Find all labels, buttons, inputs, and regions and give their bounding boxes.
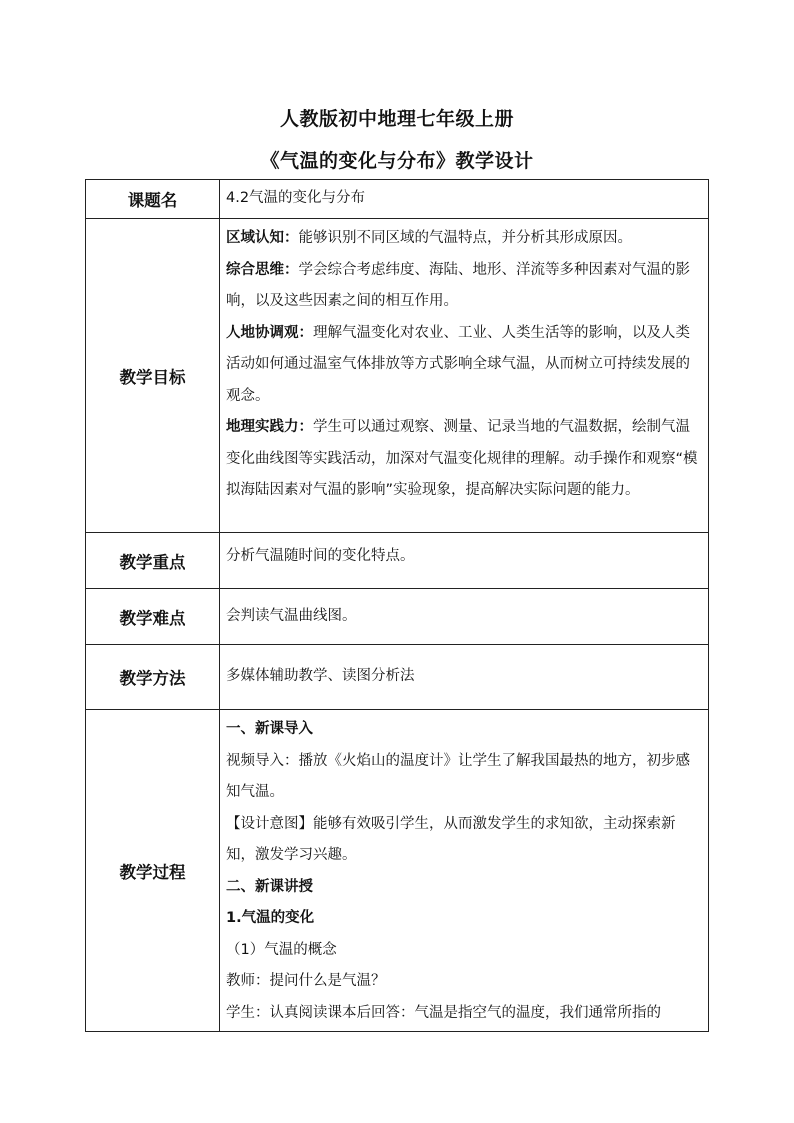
row-label-difficulty: 教学难点 <box>86 589 220 645</box>
table-row-method <box>86 645 709 710</box>
table-row-difficulty <box>86 589 709 645</box>
difficulty-value <box>220 589 709 645</box>
table-row-process <box>86 710 709 1032</box>
row-label-method: 教学方法 <box>86 645 220 710</box>
row-label-process: 教学过程 <box>86 710 220 1032</box>
section-heading: 二、新课讲授 <box>226 878 313 895</box>
table-row-topic <box>86 180 709 219</box>
goal-item <box>226 255 702 318</box>
goal-key: 区域认知： <box>226 230 299 246</box>
method-text: 多媒体辅助教学、读图分析法 <box>226 668 415 685</box>
goal-text: 学生可以通过观察、测量、记录当地的气温数据，绘制气温变化曲线图等实践活动，加深对气温变化规律的理解。动手操作和观察“模拟海陆因素对气温的影响”实验现象，提高解决实际问题的能力。 <box>226 419 698 498</box>
goal-item <box>226 318 702 413</box>
key-point-value <box>220 533 709 589</box>
goal-key: 综合思维： <box>226 261 299 278</box>
document-title: 人教版初中地理七年级上册 <box>279 108 514 130</box>
goal-item <box>226 412 702 507</box>
subsection-heading: 1.气温的变化 <box>226 910 315 926</box>
key-point-text: 分析气温随时间的变化特点。 <box>226 547 415 564</box>
process-paragraph: 学生：认真阅读课本后回答：气温是指空气的温度，我们通常所指的 <box>226 1004 661 1021</box>
topic-value <box>220 180 709 219</box>
goal-key: 人地协调观： <box>226 324 313 341</box>
document-subtitle: 《气温的变化与分布》教学设计 <box>260 150 534 172</box>
table-row-key-point <box>86 533 709 589</box>
row-label-key-point: 教学重点 <box>86 533 220 589</box>
process-paragraph: 教师：提问什么是气温？ <box>226 973 386 989</box>
goal-item <box>226 223 702 255</box>
goals-content <box>220 219 709 533</box>
method-value <box>220 645 709 710</box>
goal-key: 地理实践力： <box>226 419 313 435</box>
row-label-topic: 课题名 <box>86 180 220 219</box>
difficulty-text: 会判读气温曲线图。 <box>226 607 357 624</box>
goal-text: 理解气温变化对农业、工业、人类生活等的影响，以及人类活动如何通过温室气体排放等方式影响全球气温，从而树立可持续发展的观念。 <box>226 324 690 404</box>
design-intent-paragraph: 【设计意图】能够有效吸引学生，从而激发学生的求知欲，主动探索新知，激发学习兴趣。 <box>226 815 676 863</box>
table-row-goals <box>86 219 709 533</box>
topic-text: 4.2气温的变化与分布 <box>226 190 366 207</box>
goal-text: 学会综合考虑纬度、海陆、地形、洋流等多种因素对气温的影响，以及这些因素之间的相互作用。 <box>226 261 690 309</box>
process-paragraph: （1）气温的概念 <box>226 941 337 958</box>
row-label-goals: 教学目标 <box>86 219 220 533</box>
goal-text: 能够识别不同区域的气温特点，并分析其形成原因。 <box>298 230 632 246</box>
lesson-plan-table <box>85 179 709 1032</box>
section-heading: 一、新课导入 <box>226 721 313 737</box>
process-content <box>220 710 709 1032</box>
process-paragraph: 视频导入：播放《火焰山的温度计》让学生了解我国最热的地方，初步感知气温。 <box>226 752 690 800</box>
